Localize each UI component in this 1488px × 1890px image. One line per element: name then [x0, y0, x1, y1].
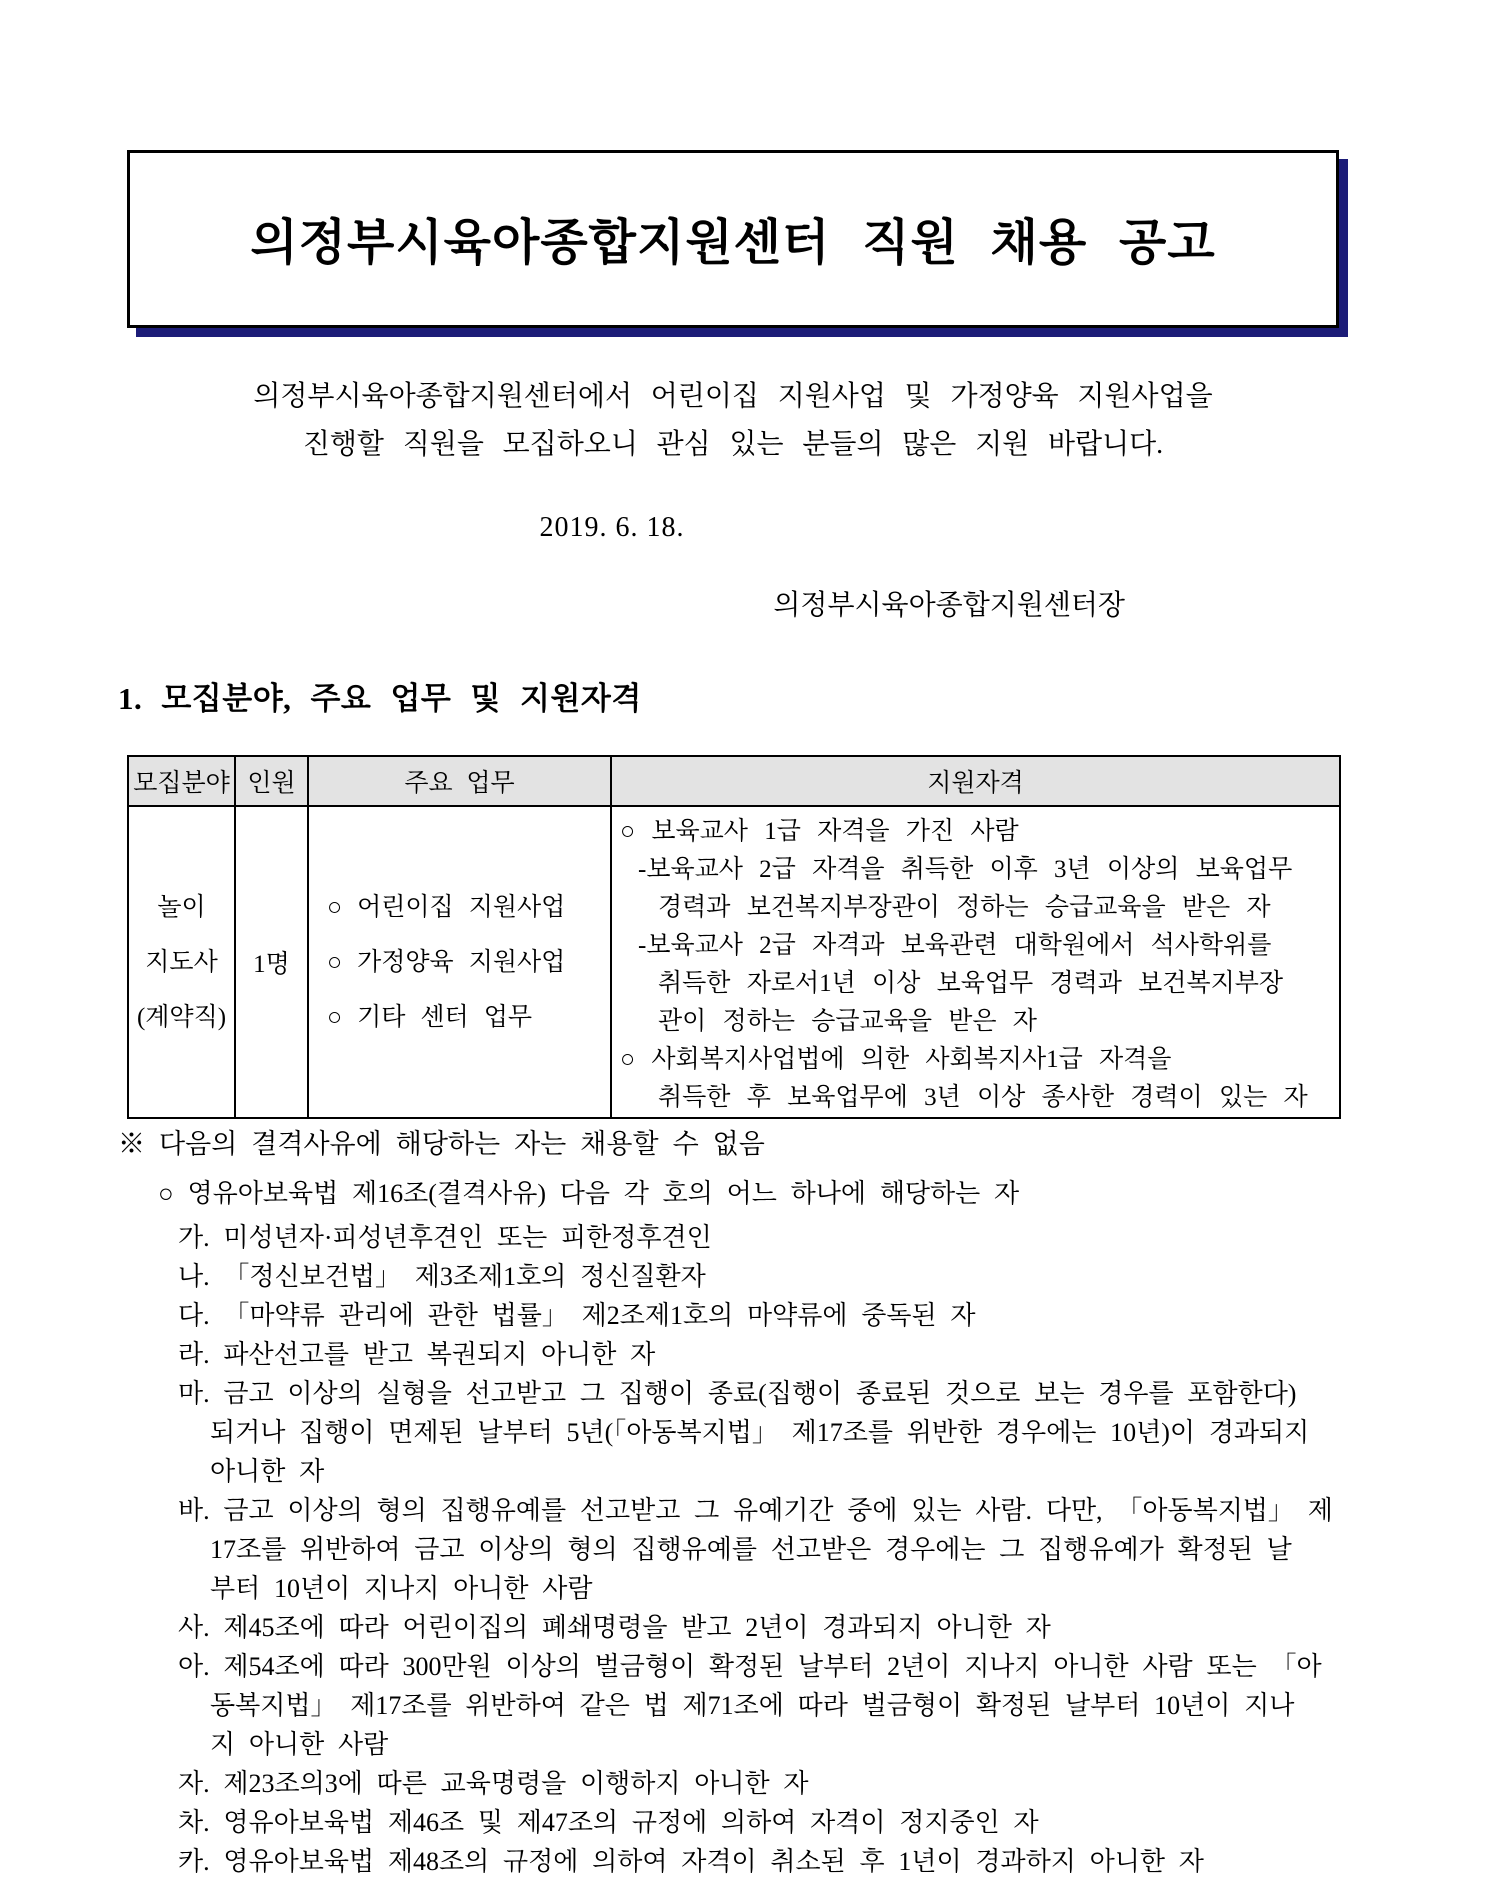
- qualification-line: 취득한 후 보육업무에 3년 이상 종사한 경력이 있는 자: [658, 1084, 1308, 1111]
- disqualification-section: [118, 1122, 1418, 1881]
- intro-line-1: 의정부시육아종합지원센터에서 어린이집 지원사업 및 가정양육 지원사업을: [253, 381, 1213, 412]
- qualification-line: ○ 사회복지사업법에 의한 사회복지사1급 자격을: [620, 1046, 1172, 1073]
- page-title: 의정부시육아종합지원센터 직원 채용 공고: [250, 216, 1216, 270]
- table-row: [128, 806, 1340, 1118]
- qualification-line: 경력과 보건복지부장관이 정하는 승급교육을 받은 자: [658, 894, 1271, 921]
- qualification-line: -보육교사 2급 자격을 취득한 이후 3년 이상의 보육업무: [638, 856, 1293, 883]
- law-intro: ○ 영유아보육법 제16조(결격사유) 다음 각 호의 어느 하나에 해당하는 자: [158, 1179, 1020, 1208]
- list-item: 나. 「정신보건법」 제3조제1호의 정신질환자: [178, 1262, 706, 1291]
- qualification-line: 관이 정하는 승급교육을 받은 자: [658, 1008, 1037, 1035]
- document-date: 2019. 6. 18.: [539, 512, 685, 543]
- list-item: 바. 금고 이상의 형의 집행유예를 선고받고 그 유예기간 중에 있는 사람. 다만, 「아동복지법」 제 17조를 위반하여 금고 이상의 형의 집행유예를 선고받은 경우에는 그 집행유예가 확정된 날 부터 10년이 지나지 아니한 사람: [178, 1496, 1333, 1603]
- cell-field: 놀이 지도사 (계약직): [128, 806, 235, 1118]
- recruitment-table: [127, 755, 1341, 1119]
- cell-headcount: 1명: [235, 806, 308, 1118]
- table-header-row: [128, 756, 1340, 806]
- qualification-line: -보육교사 2급 자격과 보육관련 대학원에서 석사학위를: [638, 932, 1272, 959]
- section-1-heading: 1. 모집분야, 주요 업무 및 지원자격: [118, 681, 642, 716]
- list-item: 아. 제54조에 따라 300만원 이상의 벌금형이 확정된 날부터 2년이 지나지 아니한 사람 또는 「아 동복지법」 제17조를 위반하여 같은 법 제71조에 따라 벌금형이 확정된 날부터 10년이 지나 지 아니한 사람: [178, 1652, 1322, 1759]
- list-item: 자. 제23조의3에 따른 교육명령을 이행하지 아니한 자: [178, 1769, 809, 1798]
- disqualification-note: ※ 다음의 결격사유에 해당하는 자는 채용할 수 없음: [118, 1129, 765, 1159]
- intro-line-2: 진행할 직원을 모집하오니 관심 있는 분들의 많은 지원 바랍니다.: [302, 429, 1164, 460]
- duty-item: ○ 기타 센터 업무: [327, 1003, 533, 1031]
- header-qualifications: 지원자격: [611, 756, 1340, 806]
- list-item: 사. 제45조에 따라 어린이집의 폐쇄명령을 받고 2년이 경과되지 아니한 자: [178, 1613, 1051, 1642]
- list-item: 라. 파산선고를 받고 복권되지 아니한 자: [178, 1340, 656, 1369]
- intro-paragraph: [127, 373, 1339, 469]
- header-duties: 주요 업무: [308, 756, 611, 806]
- header-field: 모집분야: [128, 756, 235, 806]
- cell-duties: [308, 806, 611, 1118]
- qualification-line: ○ 보육교사 1급 자격을 가진 사람: [620, 818, 1019, 845]
- list-item: 마. 금고 이상의 실형을 선고받고 그 집행이 종료(집행이 종료된 것으로 보는 경우를 포함한다) 되거나 집행이 면제된 날부터 5년(「아동복지법」 제17조를 위반한 경우에는 10년)이 경과되지 아니한 자: [178, 1379, 1310, 1486]
- cell-qualifications: [611, 806, 1340, 1118]
- qualification-line: 취득한 자로서1년 이상 보육업무 경력과 보건복지부장: [658, 970, 1284, 997]
- duty-item: ○ 가정양육 지원사업: [327, 948, 566, 976]
- list-item: 차. 영유아보육법 제46조 및 제47조의 규정에 의하여 자격이 정지중인 자: [178, 1808, 1039, 1837]
- header-headcount: 인원: [235, 756, 308, 806]
- duty-item: ○ 어린이집 지원사업: [327, 893, 566, 921]
- list-item: 가. 미성년자·피성년후견인 또는 피한정후견인: [178, 1223, 712, 1252]
- title-banner: [127, 150, 1339, 328]
- list-item: 다. 「마약류 관리에 관한 법률」 제2조제1호의 마약류에 중독된 자: [178, 1301, 976, 1330]
- signer: 의정부시육아종합지원센터장: [773, 590, 1125, 621]
- list-item: 카. 영유아보육법 제48조의 규정에 의하여 자격이 취소된 후 1년이 경과하지 아니한 자: [178, 1847, 1204, 1876]
